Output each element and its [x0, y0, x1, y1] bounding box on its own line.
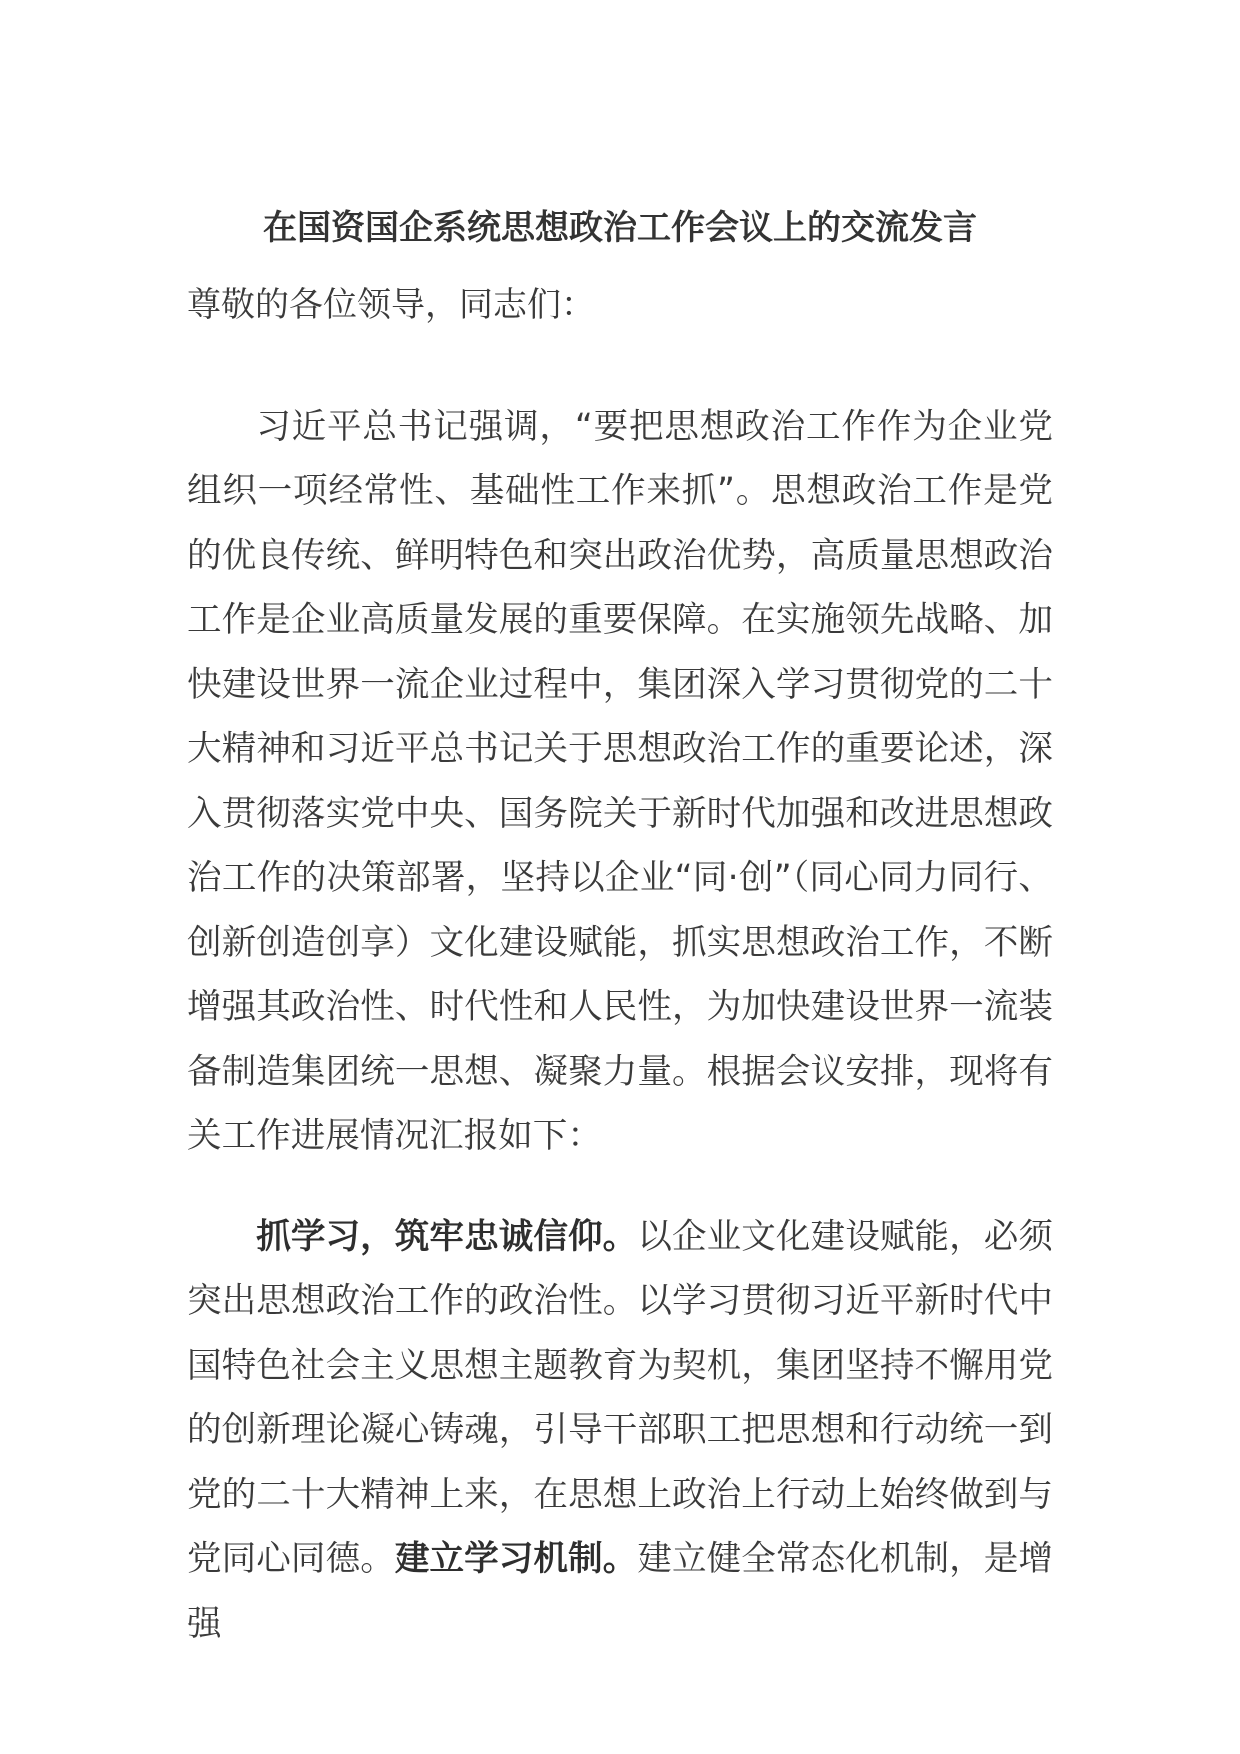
section-heading-study: 抓学习，筑牢忠诚信仰。 [256, 1216, 638, 1257]
paragraph-study-text: 以企业文化建设赋能，必须突出思想政治工作的政治性。以学习贯彻习近平新时代中国特色社会主义思想主题教育为契机，集团坚持不懈用党的创新理论凝心铸魂，引导干部职工把思想和行动统一到党的二十大精神上来，在思想上政治上行动上始终做到与党同心同德。 [187, 1216, 1054, 1580]
document-title: 在国资国企系统思想政治工作会议上的交流发言 [263, 208, 977, 248]
paragraph-study [187, 1205, 1053, 1657]
subheading-learning-mechanism: 建立学习机制。 [394, 1539, 638, 1580]
paragraph-intro: 习近平总书记强调，“要把思想政治工作作为企业党组织一项经常性、基础性工作来抓”。思想政治工作是党的优良传统、鲜明特色和突出政治优势，高质量思想政治工作是企业高质量发展的重要保障。在实施领先战略、加快建设世界一流企业过程中，集团深入学习贯彻党的二十大精神和习近平总书记关于思想政治工作的重要论述，深入贯彻落实党中央、国务院关于新时代加强和改进思想政治工作的决策部署，坚持以企业“同·创”（同心同力同行、创新创造创享）文化建设赋能，抓实思想政治工作，不断增强其政治性、时代性和人民性，为加快建设世界一流装备制造集团统一思想、凝聚力量。根据会议安排，现将有关工作进展情况汇报如下： [187, 406, 1053, 1157]
salutation: 尊敬的各位领导，同志们： [187, 285, 595, 325]
paragraph-study-text-continued: 建立健全常态化机制，是增强 [187, 1539, 1054, 1644]
